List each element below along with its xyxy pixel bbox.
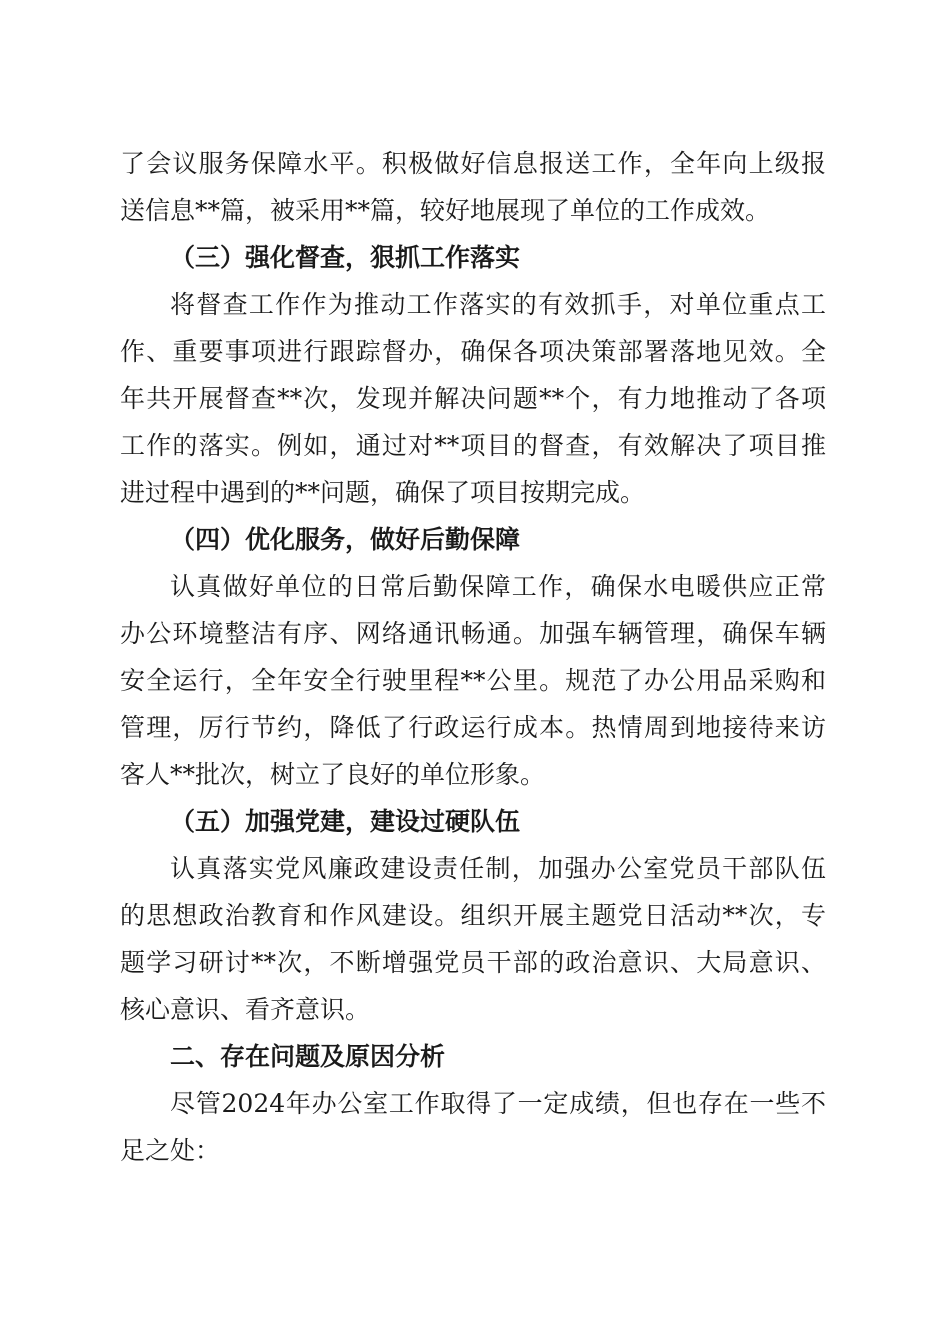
paragraph-line: 认真落实党风廉政建设责任制，加强办公室党员干部队伍: [170, 854, 826, 883]
paragraph-line: 认真做好单位的日常后勤保障工作，确保水电暖供应正常: [170, 572, 826, 601]
paragraph-line: 管理，厉行节约，降低了行政运行成本。热情周到地接待来访: [120, 713, 826, 742]
paragraph-line: 将督查工作作为推动工作落实的有效抓手，对单位重点工: [170, 290, 826, 319]
paragraph-line: 客人**批次，树立了良好的单位形象。: [120, 760, 546, 789]
paragraph-line: 作、重要事项进行跟踪督办，确保各项决策部署落地见效。全: [120, 337, 826, 366]
paragraph-line: 尽管2024年办公室工作取得了一定成绩，但也存在一些不: [170, 1089, 826, 1118]
paragraph-line: 题学习研讨**次，不断增强党员干部的政治意识、大局意识、: [120, 948, 826, 977]
paragraph-line: 办公环境整洁有序、网络通讯畅通。加强车辆管理，确保车辆: [120, 619, 826, 648]
section-heading-2: 二、存在问题及原因分析: [170, 1042, 446, 1071]
paragraph-line: 年共开展督查**次，发现并解决问题**个，有力地推动了各项: [120, 384, 826, 413]
paragraph-line: 工作的落实。例如，通过对**项目的督查，有效解决了项目推: [120, 431, 826, 460]
paragraph-line: 安全运行，全年安全行驶里程**公里。规范了办公用品采购和: [120, 666, 826, 695]
section-heading-4: （四）优化服务，做好后勤保障: [170, 525, 521, 554]
paragraph-line: 足之处：: [120, 1136, 221, 1165]
paragraph-line: 了会议服务保障水平。积极做好信息报送工作，全年向上级报: [120, 149, 826, 178]
paragraph-line: 送信息**篇，被采用**篇，较好地展现了单位的工作成效。: [120, 196, 771, 225]
document-page: [120, 140, 826, 1174]
section-heading-3: （三）强化督查，狠抓工作落实: [170, 243, 521, 272]
paragraph-line: 核心意识、看齐意识。: [120, 995, 371, 1024]
paragraph-line: 进过程中遇到的**问题，确保了项目按期完成。: [120, 478, 646, 507]
section-heading-5: （五）加强党建，建设过硬队伍: [170, 807, 521, 836]
paragraph-line: 的思想政治教育和作风建设。组织开展主题党日活动**次，专: [120, 901, 826, 930]
